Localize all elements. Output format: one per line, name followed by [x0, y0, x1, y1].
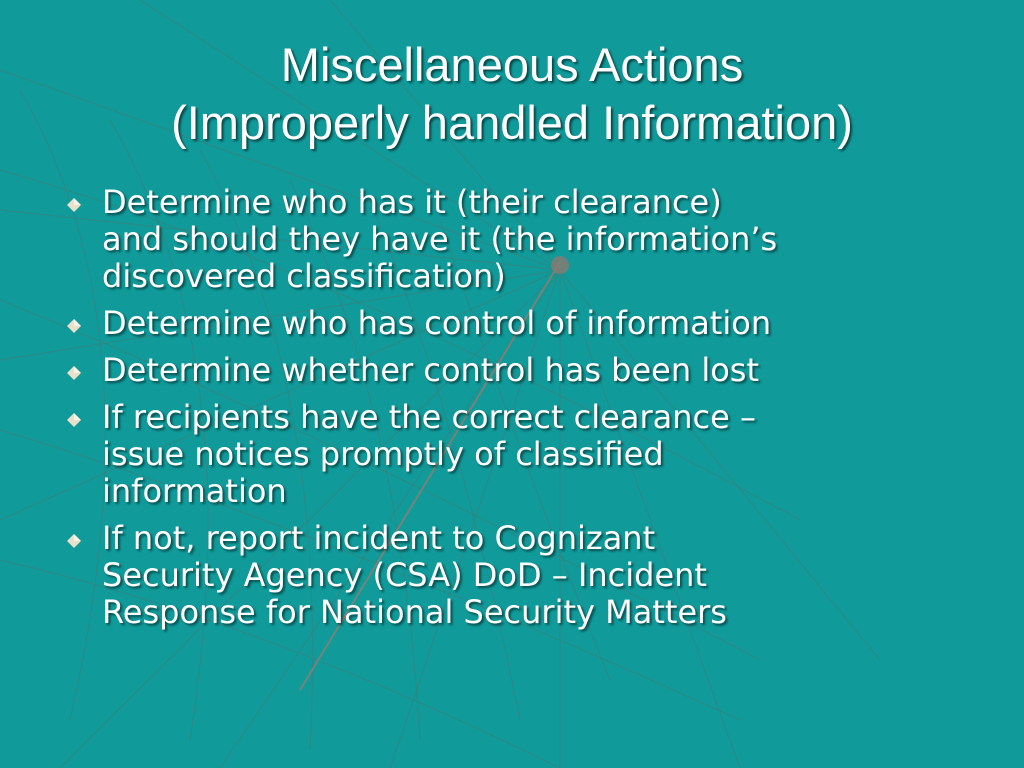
diamond-icon: [67, 198, 81, 212]
bullet-line: discovered classification): [102, 257, 506, 295]
bullet-line: and should they have it (the information’s: [102, 220, 778, 258]
bullet-item: [64, 305, 984, 342]
slide-title: [40, 36, 984, 152]
diamond-icon: [67, 534, 81, 548]
bullet-list: [64, 184, 984, 641]
bullet-line: Response for National Security Matters: [102, 593, 727, 631]
bullet-line: issue notices promptly of classified: [102, 435, 664, 473]
diamond-icon: [67, 366, 81, 380]
bullet-line: If not, report incident to Cognizant: [102, 519, 656, 557]
bullet-line: Determine who has control of information: [102, 304, 772, 342]
bullet-item: [64, 399, 984, 510]
bullet-line: Determine whether control has been lost: [102, 351, 759, 389]
bullet-line: information: [102, 472, 287, 510]
bullet-line: Determine who has it (their clearance): [102, 183, 722, 221]
diamond-icon: [67, 413, 81, 427]
bullet-item: [64, 352, 984, 389]
title-line: (Improperly handled Information): [171, 96, 853, 149]
bullet-line: If recipients have the correct clearance –: [102, 398, 756, 436]
bullet-item: [64, 520, 984, 631]
bullet-item: [64, 184, 984, 295]
diamond-icon: [67, 319, 81, 333]
bullet-line: Security Agency (CSA) DoD – Incident: [102, 556, 707, 594]
title-line: Miscellaneous Actions: [280, 38, 744, 91]
